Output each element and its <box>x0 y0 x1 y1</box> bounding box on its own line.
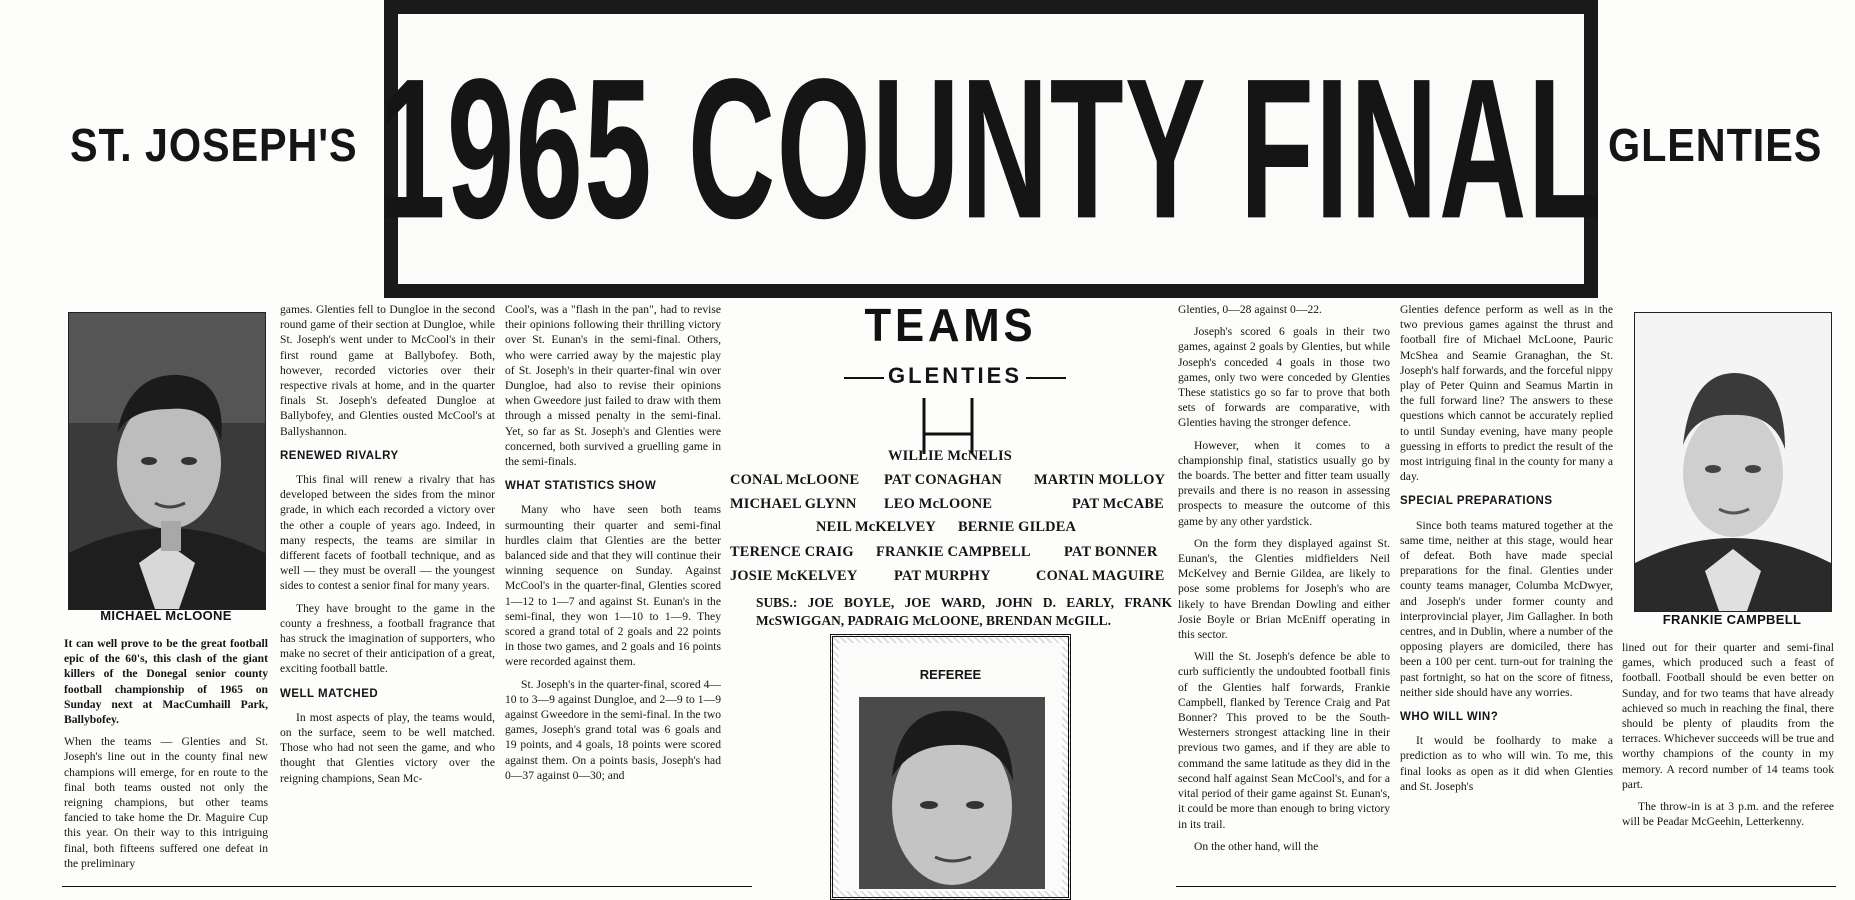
photo-caption-right: FRANKIE CAMPBELL <box>1662 612 1802 627</box>
section-heading: WELL MATCHED <box>280 687 379 700</box>
paragraph: The throw-in is at 3 p.m. and the referee will be Peadar McGeehin, Letterkenny. <box>1622 800 1834 829</box>
player: CONAL McLOONE <box>730 472 860 488</box>
referee-label: REFEREE <box>919 667 982 682</box>
article-column-4 <box>1178 302 1390 898</box>
section-heading: RENEWED RIVALRY <box>280 449 399 462</box>
left-team-name: ST. JOSEPH'S <box>70 119 358 171</box>
paragraph: Glenties defence perform as well as in the two previous games against the thrust and football fire of Michael McLoone, Pauric McShea and Seamie Granaghan, the St. Joseph's half forwards, and the forceful nippy play of Peter Quinn and Seamus Martin in the full forward line? The answers to these questions which cannot be accurately replied to until Sunday evening, have many people guessing in efforts to predict the result of the most intriguing final in the county for many a day. <box>1400 303 1613 484</box>
headline-banner <box>378 0 1604 298</box>
paragraph: On the form they displayed against St. Eunan's, the Glenties midfielders Neil McKelvey and Bernie Gildea, are likely to pose some problems for Joseph's who are likely to have Brendan Dowling and either Josie Boyle or Brian McEniff operating in this sector. <box>1178 536 1390 642</box>
article-column-1 <box>64 636 268 898</box>
divider <box>1026 377 1066 379</box>
player: PAT BONNER <box>1064 544 1158 560</box>
paragraph: Glenties, 0—28 against 0—22. <box>1178 303 1322 316</box>
player: MICHAEL GLYNN <box>730 496 857 512</box>
paragraph: When the teams — Glenties and St. Joseph's line out in the county final new champions will emerge, for en route to the final both teams ousted not only the reigning champions, but other teams fancied to take home the Dr. Maguire Cup this year. On their way to this intriguing final, both fifteens suffered one defeat in the preliminary <box>64 735 268 870</box>
portrait-image <box>69 313 265 609</box>
paragraph: St. Joseph's in the quarter-final, scored 4—10 to 3—9 against Dungloe, and 2—9 to 1—9 against Gweedore in the semi-final. In the two games, Joseph's grand total was 6 goals and 19 points, and 4 goals, 18 points were scored against them. On a points basis, Joseph's had 0—37 against 0—30; and <box>505 677 721 782</box>
teams-heading: TEAMS <box>864 299 1037 351</box>
player: MARTIN MOLLOY <box>1034 472 1166 488</box>
section-heading: WHO WILL WIN? <box>1400 711 1499 724</box>
article-lead-paragraph: It can well prove to be the great football epic of the 60's, this clash of the giant killers of the Donegal senior county football championship of 1965 on Sunday next at MacCumhaill Park, Ballybofey. <box>64 637 268 727</box>
team-name-heading: GLENTIES <box>887 363 1022 388</box>
player: PAT MURPHY <box>894 568 991 584</box>
paragraph: In most aspects of play, the teams would, on the surface, seem to be well matched. Those who had not seen the game, and who thought that Glenties victory over the reigning champions, Sean Mc- <box>280 710 495 785</box>
player: LEO McLOONE <box>884 496 993 512</box>
article-column-6 <box>1622 640 1834 898</box>
paragraph: This final will renew a rivalry that has developed between the sides from the minor grade, in which each recorded a victory over the other a couple of years ago. Indeed, in many respects, the teams are similar in different facets of football technique, and as well — they must be overall — the youngest sides to contest a senior final for many years. <box>280 473 495 593</box>
player: JOSIE McKELVEY <box>730 568 858 584</box>
goalkeeper: WILLIE McNELIS <box>888 448 1012 464</box>
paragraph: Joseph's scored 6 goals in their two games, against 2 goals by Glenties, but while Joseph's conceded 4 goals in those two games, only two were conceded by Glenties These statistics go so far to prove that both sets of forwards are comparative, with Glenties having the stronger defence. <box>1178 325 1390 430</box>
paragraph: games. Glenties fell to Dungloe in the second round game of their section at Dungloe, while St. Joseph's went under to McCool's in their first round game at Ballybofey. Both, however, recorded victories over their respective rivals at home, and in the quarter finals St. Joseph's defeated Dungloe at Ballybofey, and Glenties ousted McCool's at Ballyshannon. <box>280 303 495 438</box>
paragraph: It would be foolhardy to make a prediction as to who will win. To me, this final looks as open as it did when Glenties and St. Joseph's <box>1400 734 1613 793</box>
paragraph: Since both teams matured together at the same time, neither at this stage, would hear of defeat. Both have made special preparations for the final. Glenties under county teams manager, Columba McDwyer, and Joseph's under former county and interprovincial player, Jim Gallagher. In both centres, and in Dublin, where a number of the opposing players are domiciled, there has been a 100 per cent. turn-out for training the past fortnight, so hat on the score of fitness, neither side should have any worries. <box>1400 518 1613 699</box>
photo-frankie-campbell <box>1634 312 1832 612</box>
paragraph: Many who have seen both teams surmounting their quarter and semi-final hurdles claim that Glenties are the better balanced side and that they will continue their winning sequence on Sunday. Against McCool's in the quarter-final, Glenties scored 1—12 to 1—7 and against St. Eunan's in the semi-final, they won 1—10 to 1—9. They scored a grand total of 2 goals and 22 points in those two games, and 2 goals and 16 points were recorded against them. <box>505 503 721 669</box>
divider <box>1176 886 1836 887</box>
player: FRANKIE CAMPBELL <box>876 544 1031 560</box>
headline-title: 1965 COUNTY FINAL <box>378 37 1604 260</box>
right-team-name: GLENTIES <box>1608 119 1823 171</box>
player: PAT CONAGHAN <box>884 472 1002 488</box>
player: PAT McCABE <box>1072 496 1164 512</box>
player: BERNIE GILDEA <box>958 519 1077 535</box>
player: CONAL MAGUIRE <box>1036 568 1165 584</box>
portrait-image <box>1635 313 1831 611</box>
photo-michael-mcloone <box>68 312 266 610</box>
paragraph: lined out for their quarter and semi-final games, which produced such a feast of football. Football should be even better on Sunday, and for two teams that have already achieved so much in reaching the final, there should be plenty of plaudits from the terraces. Whichever succeeds will be true and worthy champions of the county in my memory. A record number of 14 teams took part. <box>1622 641 1834 791</box>
article-column-3 <box>505 302 721 898</box>
paragraph: Cool's, was a "flash in the pan", had to revise their opinions following their thrilling victory over St. Eunan's in the semi-final. Others, who were carried away by the majestic play of St. Joseph's in their quarter-final win over Dungloe, had also to revise their opinions when Gweedore just failed to draw with them through a missed penalty in the semi-final. Yet, so far as St. Joseph's and Glenties were concerned, both survived a gruelling game in the semi-finals. <box>505 303 721 469</box>
referee-photo <box>859 697 1045 889</box>
paragraph: They have brought to the game in the county a freshness, a football fragrance that has struck the imagination of supporters, who make no secret of their anticipation of a great, exciting football battle. <box>280 601 495 676</box>
substitutes: SUBS.: JOE BOYLE, JOE WARD, JOHN D. EARLY, FRANK McSWIGGAN, PADRAIG McLOONE, BRENDAN McGILL. <box>756 595 1172 628</box>
paragraph: On the other hand, will the <box>1194 839 1319 853</box>
paragraph: Will the St. Joseph's defence be able to curb sufficiently the undoubted football finis of the Glenties half forwards, Frankie Campbell, flanked by Terence Craig and Pat Bonner? This proved to be the South-Westerners strongest attacking line in their previous two games, and if they are able to command the same latitude as they did in the second half against Sean McCool's, and for a vital period of their game against St. Eunan's, it could be more than enough to bring victory in its trail. <box>1178 650 1390 831</box>
player: NEIL McKELVEY <box>816 519 937 535</box>
goalposts-icon <box>920 398 976 454</box>
section-heading: WHAT STATISTICS SHOW <box>505 480 657 493</box>
article-column-5 <box>1400 302 1613 898</box>
player: TERENCE CRAIG <box>730 544 854 560</box>
section-heading: SPECIAL PREPARATIONS <box>1400 495 1553 508</box>
article-column-2 <box>280 302 495 898</box>
divider <box>62 886 752 887</box>
photo-caption-left: MICHAEL McLOONE <box>100 608 232 623</box>
referee-box <box>830 634 1071 900</box>
paragraph: However, when it comes to a championship final, statistics usually go by the boards. The better and fitter team usually prevails and there is no reason in assessing prospects to measure the outcome of this game by any other yardstick. <box>1178 438 1390 528</box>
